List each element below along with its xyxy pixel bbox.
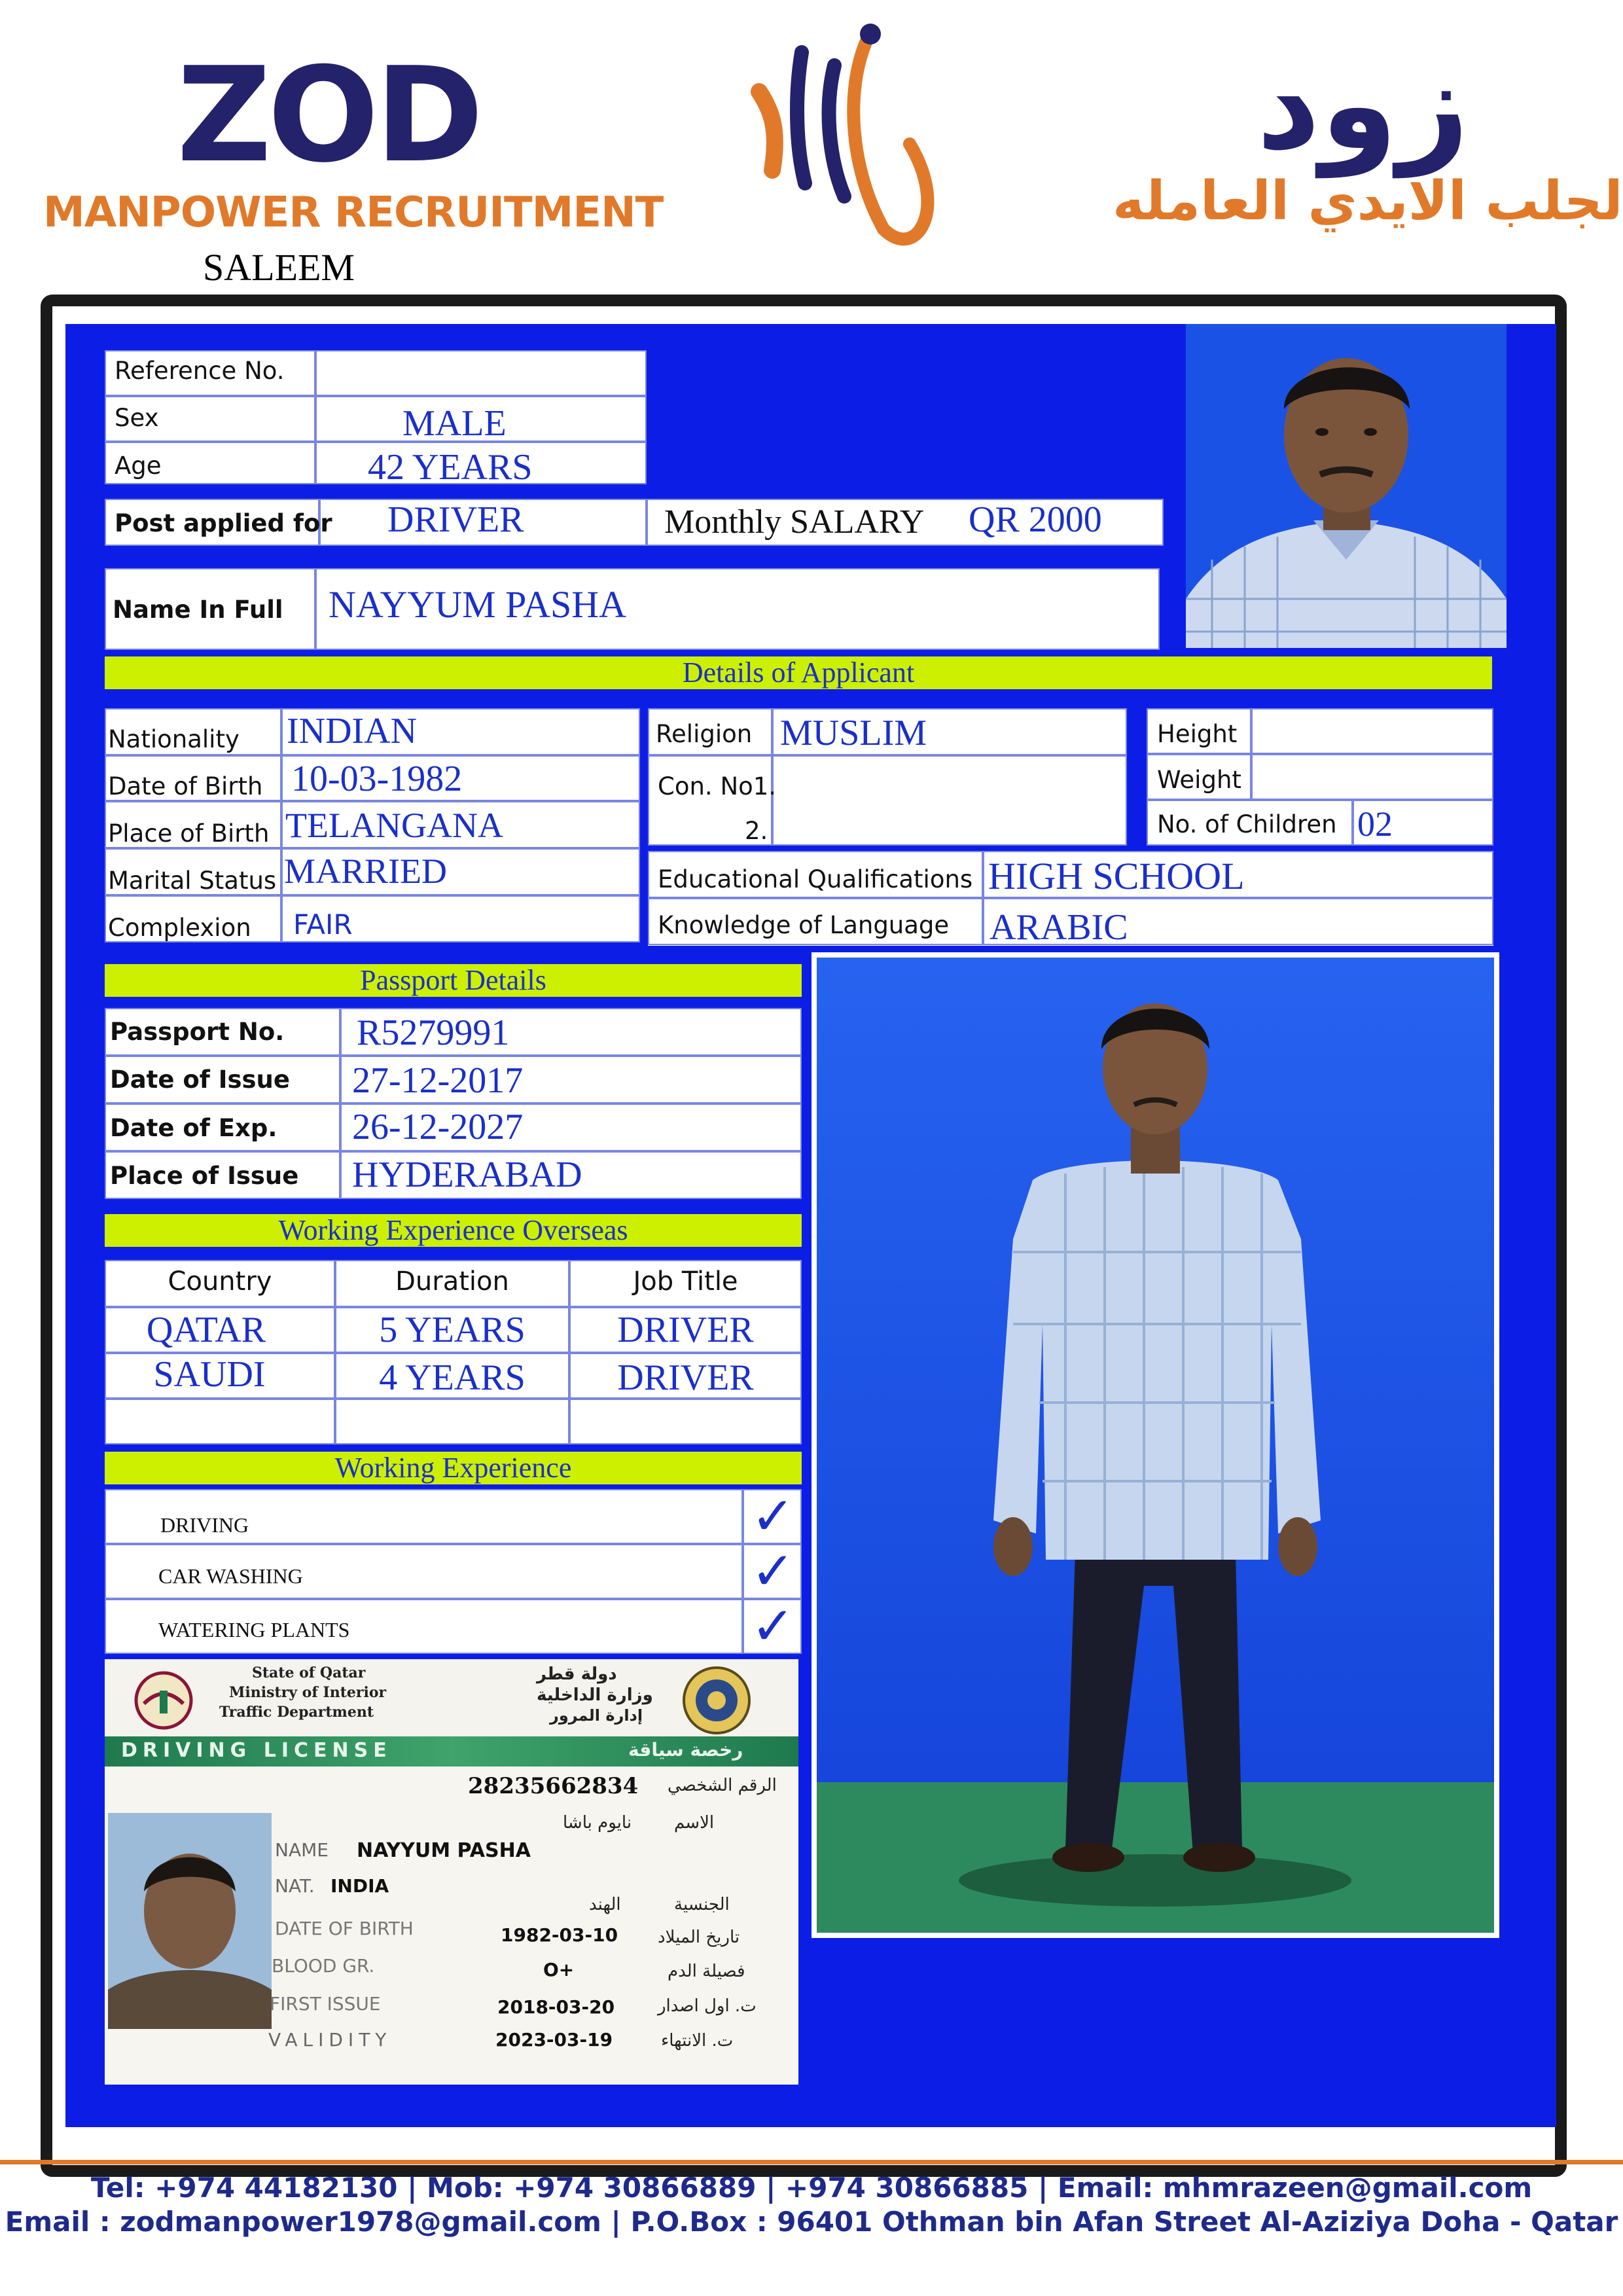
complexion-value: FAIR	[293, 908, 353, 941]
license-banner-text: DRIVING LICENSE	[121, 1739, 392, 1762]
pob-value: TELANGANA	[285, 806, 503, 845]
license-name-ar: نايوم باشا	[563, 1813, 632, 1833]
overseas-row-2-job: DRIVER	[617, 1357, 754, 1398]
brand-subtitle-ar: لجلب الايدي العامله	[1113, 170, 1623, 232]
sex-value: MALE	[402, 403, 507, 444]
license-validity-label-ar: ت. الانتهاء	[661, 2031, 734, 2051]
issue-date-label: Date of Issue	[110, 1066, 290, 1094]
license-id-label-ar: الرقم الشخصي	[668, 1776, 777, 1795]
footer-divider	[0, 2160, 1623, 2164]
brand-logo-icon	[733, 13, 942, 262]
con1-label: Con. No1.	[658, 772, 777, 800]
dob-value: 10-03-1982	[291, 759, 463, 799]
nationality-value: INDIAN	[287, 711, 418, 751]
license-dob-label: DATE OF BIRTH	[275, 1918, 414, 1939]
license-nat-label: NAT.	[275, 1875, 315, 1897]
issue-place-label: Place of Issue	[110, 1162, 299, 1190]
passport-no-value: R5279991	[357, 1013, 510, 1053]
license-state-en: State of Qatar	[252, 1664, 366, 1681]
license-dept-ar: إدارة المرور	[550, 1706, 643, 1725]
moi-seal-icon	[681, 1664, 753, 1736]
marital-value: MARRIED	[284, 852, 448, 891]
experience-item-watering-plants: WATERING PLANTS	[158, 1618, 350, 1641]
passport-title: Passport Details	[105, 964, 802, 997]
license-ministry-ar: وزارة الداخلية	[537, 1685, 653, 1705]
brand-name-en: ZOD	[177, 39, 480, 192]
issue-place-value: HYDERABAD	[352, 1155, 582, 1195]
license-dept-en: Traffic Department	[219, 1704, 374, 1721]
license-validity-value: 2023-03-19	[495, 2029, 613, 2051]
brand-subtitle-en: MANPOWER RECRUITMENT	[43, 188, 664, 237]
children-value: 02	[1357, 804, 1393, 844]
children-label: No. of Children	[1157, 810, 1337, 838]
overseas-row-1-duration: 5 YEARS	[379, 1310, 526, 1350]
col-header-country: Country	[168, 1266, 272, 1297]
agent-name: SALEEM	[203, 246, 355, 289]
license-name-label-ar: الاسم	[674, 1813, 715, 1833]
age-value: 42 YEARS	[368, 447, 533, 488]
applicant-full-photo	[812, 952, 1499, 1938]
pob-label: Place of Birth	[108, 819, 270, 848]
footer-contact-line-1: Tel: +974 44182130 | Mob: +974 30866889 | +974 30866885 | Email: mhmrazeen@gmail.com	[90, 2172, 1533, 2204]
applicant-headshot	[1186, 324, 1507, 648]
con2-label: 2.	[745, 817, 768, 845]
qatar-emblem-icon	[131, 1664, 196, 1736]
education-value: HIGH SCHOOL	[988, 855, 1245, 897]
name-value: NAYYUM PASHA	[329, 583, 627, 626]
brand-name-ar: زود	[1257, 33, 1469, 177]
salary-label: Monthly SALARY	[664, 503, 925, 541]
check-icon: ✓	[751, 1486, 795, 1547]
license-photo	[108, 1813, 272, 2029]
overseas-row-1-job: DRIVER	[617, 1310, 754, 1350]
language-value: ARABIC	[990, 907, 1128, 948]
license-nat-value: INDIA	[330, 1875, 389, 1897]
post-label: Post applied for	[115, 509, 332, 537]
religion-value: MUSLIM	[780, 713, 927, 753]
height-label: Height	[1157, 720, 1238, 748]
complexion-label: Complexion	[108, 914, 251, 942]
religion-label: Religion	[656, 720, 753, 748]
license-nat-ar: الهند	[589, 1895, 621, 1914]
license-dob-value: 1982-03-10	[501, 1924, 618, 1946]
education-label: Educational Qualifications	[658, 865, 973, 893]
overseas-title: Working Experience Overseas	[105, 1214, 802, 1247]
dob-label: Date of Birth	[108, 772, 263, 800]
license-blood-label-ar: فصيلة الدم	[668, 1962, 745, 1981]
license-first-issue-value: 2018-03-20	[497, 1996, 615, 2018]
expiry-date-value: 26-12-2027	[352, 1107, 524, 1147]
license-state-ar: دولة قطر	[537, 1664, 617, 1684]
overseas-row-2-duration: 4 YEARS	[379, 1357, 526, 1398]
experience-item-car-washing: CAR WASHING	[158, 1564, 303, 1588]
license-nat-label-ar: الجنسية	[674, 1895, 730, 1914]
expiry-date-label: Date of Exp.	[110, 1114, 277, 1142]
reference-label: Reference No.	[115, 357, 285, 385]
license-id-number: 28235662834	[468, 1773, 639, 1799]
passport-no-label: Passport No.	[110, 1018, 285, 1046]
experience-title: Working Experience	[105, 1452, 802, 1484]
overseas-row-2-country: SAUDI	[153, 1354, 266, 1395]
overseas-row-1-country: QATAR	[146, 1310, 266, 1350]
weight-label: Weight	[1157, 766, 1241, 794]
name-label: Name In Full	[113, 596, 283, 624]
marital-label: Marital Status	[108, 867, 277, 895]
license-ministry-en: Ministry of Interior	[229, 1684, 387, 1701]
license-first-issue-label: FIRST ISSUE	[270, 1993, 381, 2015]
footer-contact-line-2: Email : zodmanpower1978@gmail.com | P.O.Box : 96401 Othman bin Afan Street Al-Aziziya Doha - Qatar	[5, 2206, 1618, 2238]
license-banner-ar: رخصة سياقة	[628, 1739, 743, 1761]
salary-value: QR 2000	[969, 499, 1102, 540]
col-header-job-title: Job Title	[633, 1266, 738, 1297]
nationality-label: Nationality	[108, 725, 240, 753]
col-header-duration: Duration	[395, 1266, 509, 1297]
sex-label: Sex	[115, 404, 159, 432]
license-blood-label: BLOOD GR.	[272, 1955, 375, 1977]
check-icon: ✓	[751, 1596, 795, 1657]
issue-date-value: 27-12-2017	[352, 1060, 524, 1101]
details-title: Details of Applicant	[105, 656, 1492, 689]
check-icon: ✓	[751, 1541, 795, 1602]
language-label: Knowledge of Language	[658, 911, 950, 939]
license-name-label: NAME	[275, 1839, 329, 1861]
license-first-issue-label-ar: ت. اول اصدار	[658, 1996, 757, 2016]
license-blood-value: O+	[543, 1959, 575, 1981]
post-value: DRIVER	[387, 499, 524, 540]
age-label: Age	[115, 452, 162, 480]
license-name-value: NAYYUM PASHA	[357, 1839, 531, 1862]
license-dob-label-ar: تاريخ الميلاد	[658, 1928, 740, 1947]
license-validity-label: VALIDITY	[268, 2029, 392, 2051]
driving-license-image	[105, 1659, 798, 2085]
experience-item-driving: DRIVING	[160, 1513, 249, 1537]
